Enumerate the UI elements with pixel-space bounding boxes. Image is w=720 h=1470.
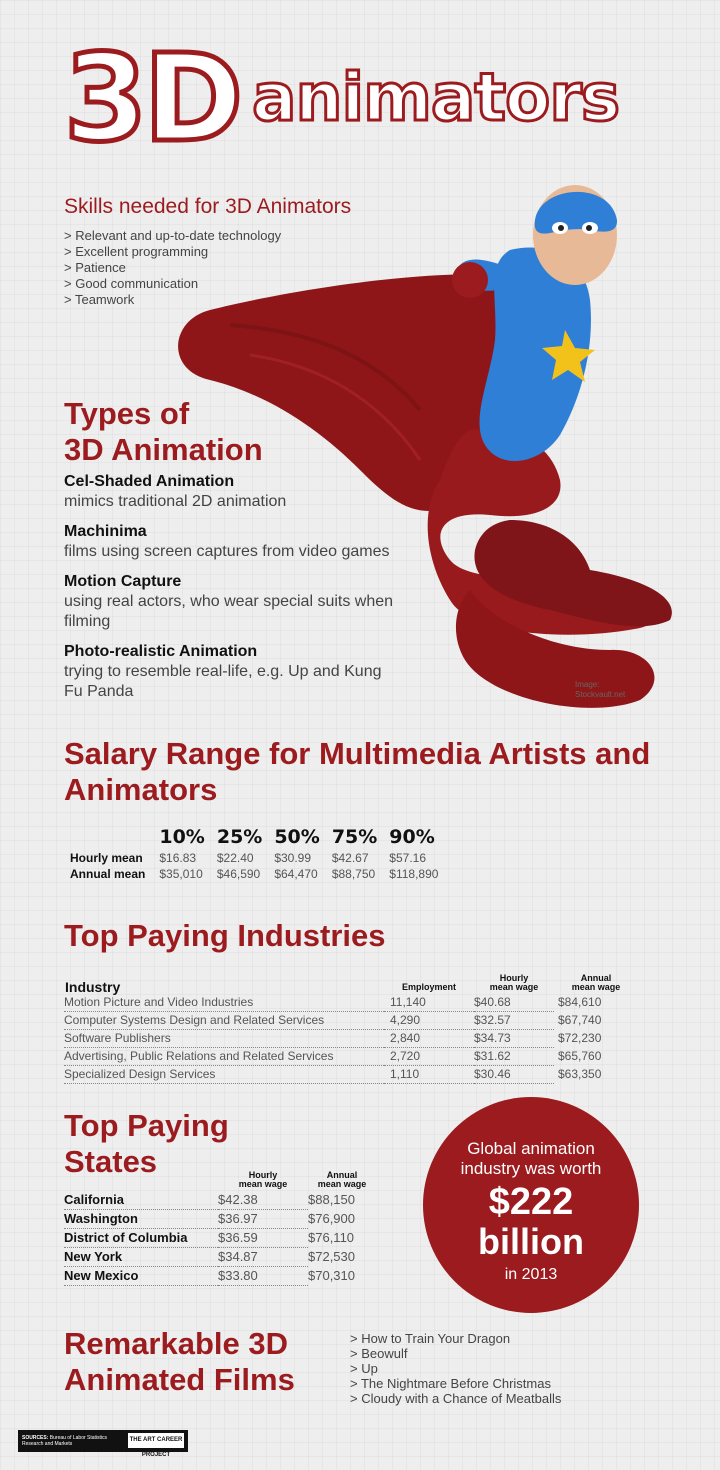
global-worth-unit: billion: [478, 1221, 584, 1262]
col-hourly-line1: Hourly: [248, 1170, 278, 1180]
table-cell: $88,750: [331, 867, 376, 881]
col-annual-line2: mean wage: [317, 1179, 367, 1189]
table-row: [64, 1210, 376, 1229]
global-worth-amount: $222: [488, 1181, 574, 1223]
industry-annual: $72,230: [558, 1031, 602, 1045]
industry-annual: $65,760: [558, 1049, 602, 1063]
list-item: [64, 522, 444, 562]
table-row: [64, 994, 638, 1012]
table-row: [64, 1066, 638, 1084]
salary-table: [64, 826, 450, 882]
type-desc: films using screen captures from video games: [64, 543, 390, 560]
list-item: > Up: [350, 1361, 378, 1376]
industry-employment: 2,840: [384, 1030, 474, 1048]
state-hourly: $36.59: [218, 1229, 308, 1248]
list-item: > Patience: [64, 260, 126, 275]
col-annual-line1: Annual: [326, 1170, 358, 1180]
states-table: [64, 1170, 376, 1286]
state-annual: $70,310: [308, 1268, 355, 1283]
table-cell: $16.83: [159, 851, 197, 865]
percentile-header: 75%: [331, 826, 378, 848]
industry-name: Computer Systems Design and Related Services: [64, 1012, 384, 1030]
list-item: [64, 472, 444, 512]
films-heading-line2: Animated Films: [64, 1362, 295, 1397]
films-heading: [64, 1326, 295, 1398]
list-item: [64, 572, 394, 632]
state-hourly: $33.80: [218, 1267, 308, 1286]
types-list: [64, 472, 444, 712]
table-cell: $42.67: [331, 851, 369, 865]
list-item: > Relevant and up-to-date technology: [64, 228, 282, 243]
state-name: New Mexico: [64, 1267, 218, 1286]
industry-name: Advertising, Public Relations and Related Services: [64, 1048, 384, 1066]
state-annual: $76,110: [308, 1230, 355, 1245]
col-hourly: [474, 973, 554, 994]
col-annual-line1: Annual: [580, 973, 612, 983]
industry-name: Specialized Design Services: [64, 1066, 384, 1084]
table-cell: $46,590: [216, 867, 261, 881]
industries-table: [64, 973, 638, 1084]
state-name: District of Columbia: [64, 1229, 218, 1248]
sources-text: [22, 1435, 122, 1447]
table-cell: $118,890: [389, 867, 439, 881]
states-heading-line1: Top Paying: [64, 1108, 229, 1143]
percentile-header: 50%: [274, 826, 320, 848]
table-header-row: [64, 826, 450, 850]
table-row: [64, 1191, 376, 1210]
state-annual: $72,530: [308, 1249, 355, 1264]
table-row: [64, 850, 450, 866]
types-heading: [64, 396, 263, 468]
industry-name: Software Publishers: [64, 1030, 384, 1048]
table-header-row: [64, 973, 638, 994]
sources-footer: [18, 1430, 188, 1458]
col-annual: [308, 1170, 376, 1191]
col-employment: Employment: [401, 982, 456, 992]
industry-hourly: $30.46: [474, 1066, 554, 1084]
industry-name: Motion Picture and Video Industries: [64, 994, 384, 1012]
table-row: [64, 1229, 376, 1248]
image-credit: [575, 680, 625, 700]
industries-heading: Top Paying Industries: [64, 918, 386, 953]
skills-heading: Skills needed for 3D Animators: [64, 195, 352, 218]
table-row: [64, 1030, 638, 1048]
type-name: Photo-realistic Animation: [64, 643, 258, 660]
industry-hourly: $32.57: [474, 1012, 554, 1030]
list-item: > Beowulf: [350, 1346, 408, 1361]
col-industry: Industry: [65, 979, 121, 995]
image-credit-source: Stockvault.net: [575, 690, 626, 699]
table-row: [64, 1012, 638, 1030]
industry-annual: $67,740: [558, 1013, 602, 1027]
table-cell: $64,470: [274, 867, 318, 881]
col-hourly: [218, 1170, 308, 1191]
type-desc: using real actors, who wear special suits when filming: [64, 593, 394, 630]
global-worth-badge: [423, 1097, 639, 1313]
global-worth-year: in 2013: [504, 1266, 558, 1283]
table-cell: $35,010: [159, 867, 203, 881]
sources-label: SOURCES:: [22, 1435, 49, 1441]
col-annual-line2: mean wage: [571, 982, 621, 992]
title-animators: animators: [252, 59, 620, 136]
type-desc: trying to resemble real-life, e.g. Up and Kung Fu Panda: [64, 663, 382, 700]
list-item: > Good communication: [64, 276, 199, 291]
table-row: [64, 866, 450, 882]
industry-hourly: $34.73: [474, 1030, 554, 1048]
state-annual: $76,900: [308, 1211, 355, 1226]
list-item: [64, 642, 384, 702]
type-name: Machinima: [64, 523, 147, 540]
list-item: > Cloudy with a Chance of Meatballs: [350, 1391, 562, 1406]
industry-hourly: $31.62: [474, 1048, 554, 1066]
col-annual: [554, 973, 638, 994]
states-heading-line2: States: [64, 1144, 158, 1179]
table-header-row: [64, 1170, 376, 1191]
row-label: Hourly mean: [70, 851, 143, 865]
percentile-header: 25%: [216, 826, 263, 848]
global-worth-label: Global animation industry was worth: [460, 1139, 602, 1178]
type-name: Motion Capture: [64, 573, 182, 590]
row-label: Annual mean: [70, 867, 146, 881]
state-hourly: $34.87: [218, 1248, 308, 1267]
col-hourly-line2: mean wage: [238, 1179, 288, 1189]
films-heading-line1: Remarkable 3D: [64, 1326, 289, 1361]
state-name: California: [64, 1191, 218, 1210]
salary-heading: Salary Range for Multimedia Artists and Animators: [64, 736, 651, 807]
types-heading-line2: 3D Animation: [64, 432, 263, 467]
industry-employment: 11,140: [384, 994, 474, 1012]
films-list: [350, 1331, 561, 1406]
type-desc: mimics traditional 2D animation: [64, 493, 287, 510]
col-hourly-line1: Hourly: [499, 973, 529, 983]
industry-annual: $84,610: [558, 995, 602, 1010]
type-name: Cel-Shaded Animation: [64, 473, 235, 490]
state-hourly: $42.38: [218, 1191, 308, 1210]
image-credit-label: Image:: [575, 680, 600, 689]
title-3d: 3D: [64, 30, 240, 169]
table-row: [64, 1248, 376, 1267]
state-annual: $88,150: [308, 1192, 355, 1208]
table-cell: $22.40: [216, 851, 254, 865]
state-name: Washington: [64, 1210, 218, 1229]
types-heading-line1: Types of: [64, 396, 190, 431]
list-item: > How to Train Your Dragon: [350, 1331, 511, 1346]
industry-employment: 2,720: [384, 1048, 474, 1066]
percentile-header: 10%: [159, 826, 205, 848]
sources-list: Bureau of Labor Statistics Research and Markets: [22, 1435, 108, 1447]
table-corner: [64, 826, 159, 850]
col-hourly-line2: mean wage: [489, 982, 539, 992]
percentile-header: 90%: [389, 826, 435, 848]
table-cell: $30.99: [274, 851, 312, 865]
table-row: [64, 1267, 376, 1286]
industry-hourly: $40.68: [474, 994, 554, 1012]
industry-employment: 1,110: [384, 1066, 474, 1084]
state-hourly: $36.97: [218, 1210, 308, 1229]
industry-employment: 4,290: [384, 1012, 474, 1030]
state-name: New York: [64, 1248, 218, 1267]
art-career-project-logo: THE ART CAREER PROJECT: [128, 1433, 184, 1448]
list-item: > Excellent programming: [64, 244, 209, 259]
table-cell: $57.16: [389, 851, 426, 865]
industry-annual: $63,350: [558, 1067, 602, 1081]
list-item: > Teamwork: [64, 292, 135, 307]
table-row: [64, 1048, 638, 1066]
list-item: > The Nightmare Before Christmas: [350, 1376, 551, 1391]
table-corner: [64, 1170, 218, 1191]
